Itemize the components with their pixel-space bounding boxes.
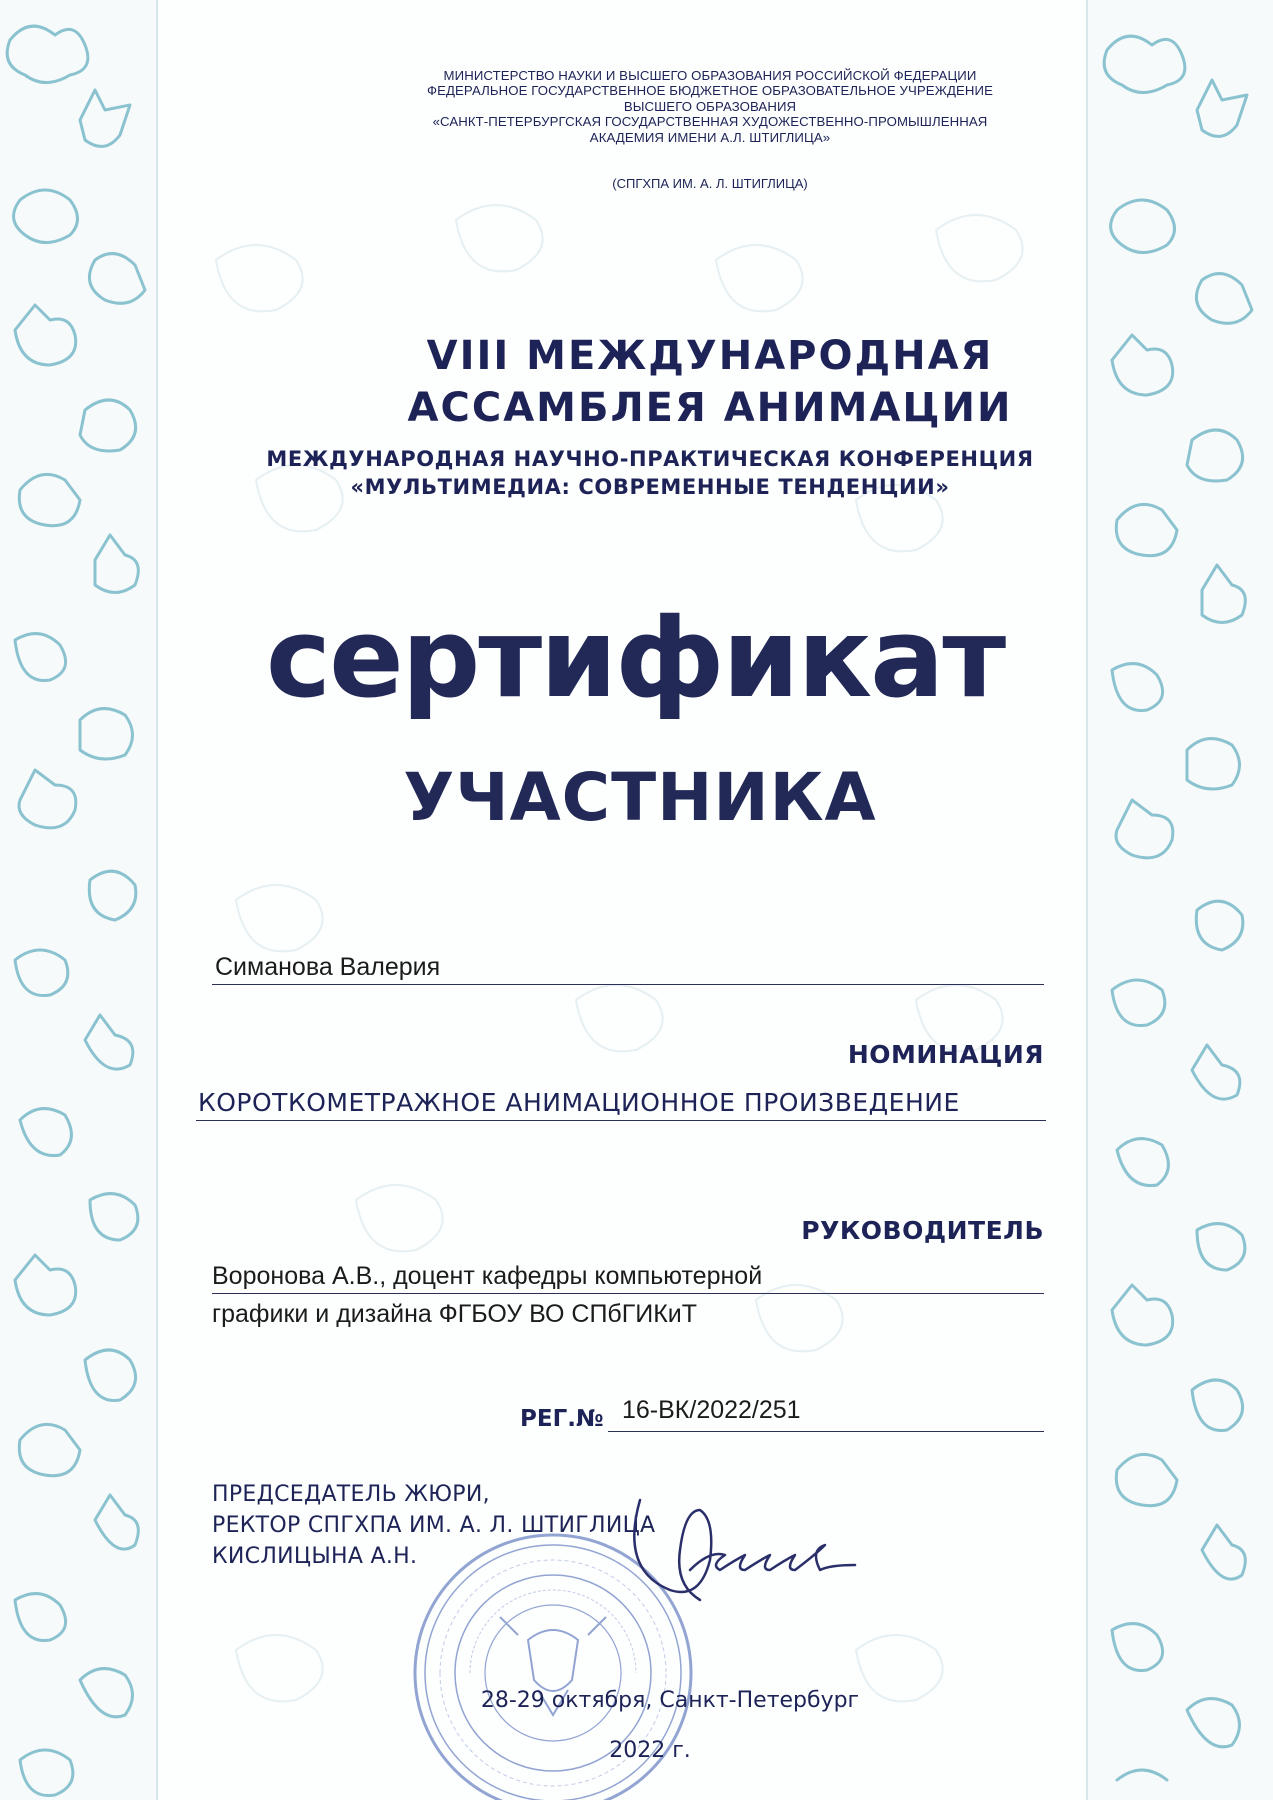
academy-abbreviation: (СПГХПА ИМ. А. Л. ШТИГЛИЦА) — [612, 176, 808, 191]
chairman-signature — [620, 1490, 860, 1610]
certificate-title: сертификат — [265, 594, 1005, 722]
supervisor-label: РУКОВОДИТЕЛЬ — [801, 1216, 1044, 1245]
nomination-label: НОМИНАЦИЯ — [847, 1040, 1044, 1069]
chairman-line1: ПРЕДСЕДАТЕЛЬ ЖЮРИ, — [212, 1482, 490, 1507]
ministry-header — [300, 68, 1120, 145]
conference-title-line2: «МУЛЬТИМЕДИА: СОВРЕМЕННЫЕ ТЕНДЕНЦИИ» — [350, 475, 950, 499]
registration-label: РЕГ.№ — [520, 1406, 604, 1432]
event-title-line2: АССАМБЛЕЯ АНИМАЦИИ — [407, 385, 1013, 431]
event-title-line1: VIII МЕЖДУНАРОДНАЯ — [426, 333, 994, 379]
supervisor-line1: Воронова А.В., доцент кафедры компьютерной — [212, 1262, 763, 1290]
certificate-subtitle: УЧАСТНИКА — [403, 759, 877, 836]
animal-pattern-right — [1087, 0, 1273, 1800]
participant-name: Симанова Валерия — [215, 953, 441, 981]
nomination-underline — [196, 1120, 1046, 1121]
event-year: 2022 г. — [609, 1738, 691, 1763]
ministry-line: МИНИСТЕРСТВО НАУКИ И ВЫСШЕГО ОБРАЗОВАНИЯ РОССИЙСКОЙ ФЕДЕРАЦИИ — [443, 68, 977, 83]
ministry-line: ФЕДЕРАЛЬНОЕ ГОСУДАРСТВЕННОЕ БЮДЖЕТНОЕ ОБРАЗОВАТЕЛЬНОЕ УЧРЕЖДЕНИЕ — [426, 83, 994, 99]
supervisor-line2: графики и дизайна ФГБОУ ВО СПбГИКиТ — [212, 1300, 698, 1328]
chairman-line2: РЕКТОР СПГХПА ИМ. А. Л. ШТИГЛИЦА — [212, 1513, 656, 1538]
right-pattern-border — [1087, 0, 1273, 1800]
event-date-place: 28-29 октября, Санкт-Петербург — [480, 1688, 860, 1713]
ministry-line: ВЫСШЕГО ОБРАЗОВАНИЯ — [623, 98, 797, 114]
ministry-line: АКАДЕМИЯ ИМЕНИ А.Л. ШТИГЛИЦА» — [589, 129, 831, 145]
chairman-line3: КИСЛИЦЫНА А.Н. — [212, 1544, 418, 1569]
conference-title-line1: МЕЖДУНАРОДНАЯ НАУЧНО-ПРАКТИЧЕСКАЯ КОНФЕРЕНЦИЯ — [266, 447, 1034, 471]
ministry-line: «САНКТ-ПЕТЕРБУРГСКАЯ ГОСУДАРСТВЕННАЯ ХУДОЖЕСТВЕННО-ПРОМЫШЛЕННАЯ — [432, 114, 988, 130]
participant-underline — [212, 984, 1044, 985]
supervisor-underline1 — [212, 1293, 1044, 1294]
registration-underline — [608, 1431, 1044, 1432]
nomination-value: КОРОТКОМЕТРАЖНОЕ АНИМАЦИОННОЕ ПРОИЗВЕДЕНИЕ — [198, 1088, 960, 1117]
registration-number: 16-ВК/2022/251 — [622, 1396, 801, 1424]
left-pattern-border — [0, 0, 156, 1800]
animal-pattern-left — [0, 0, 156, 1800]
